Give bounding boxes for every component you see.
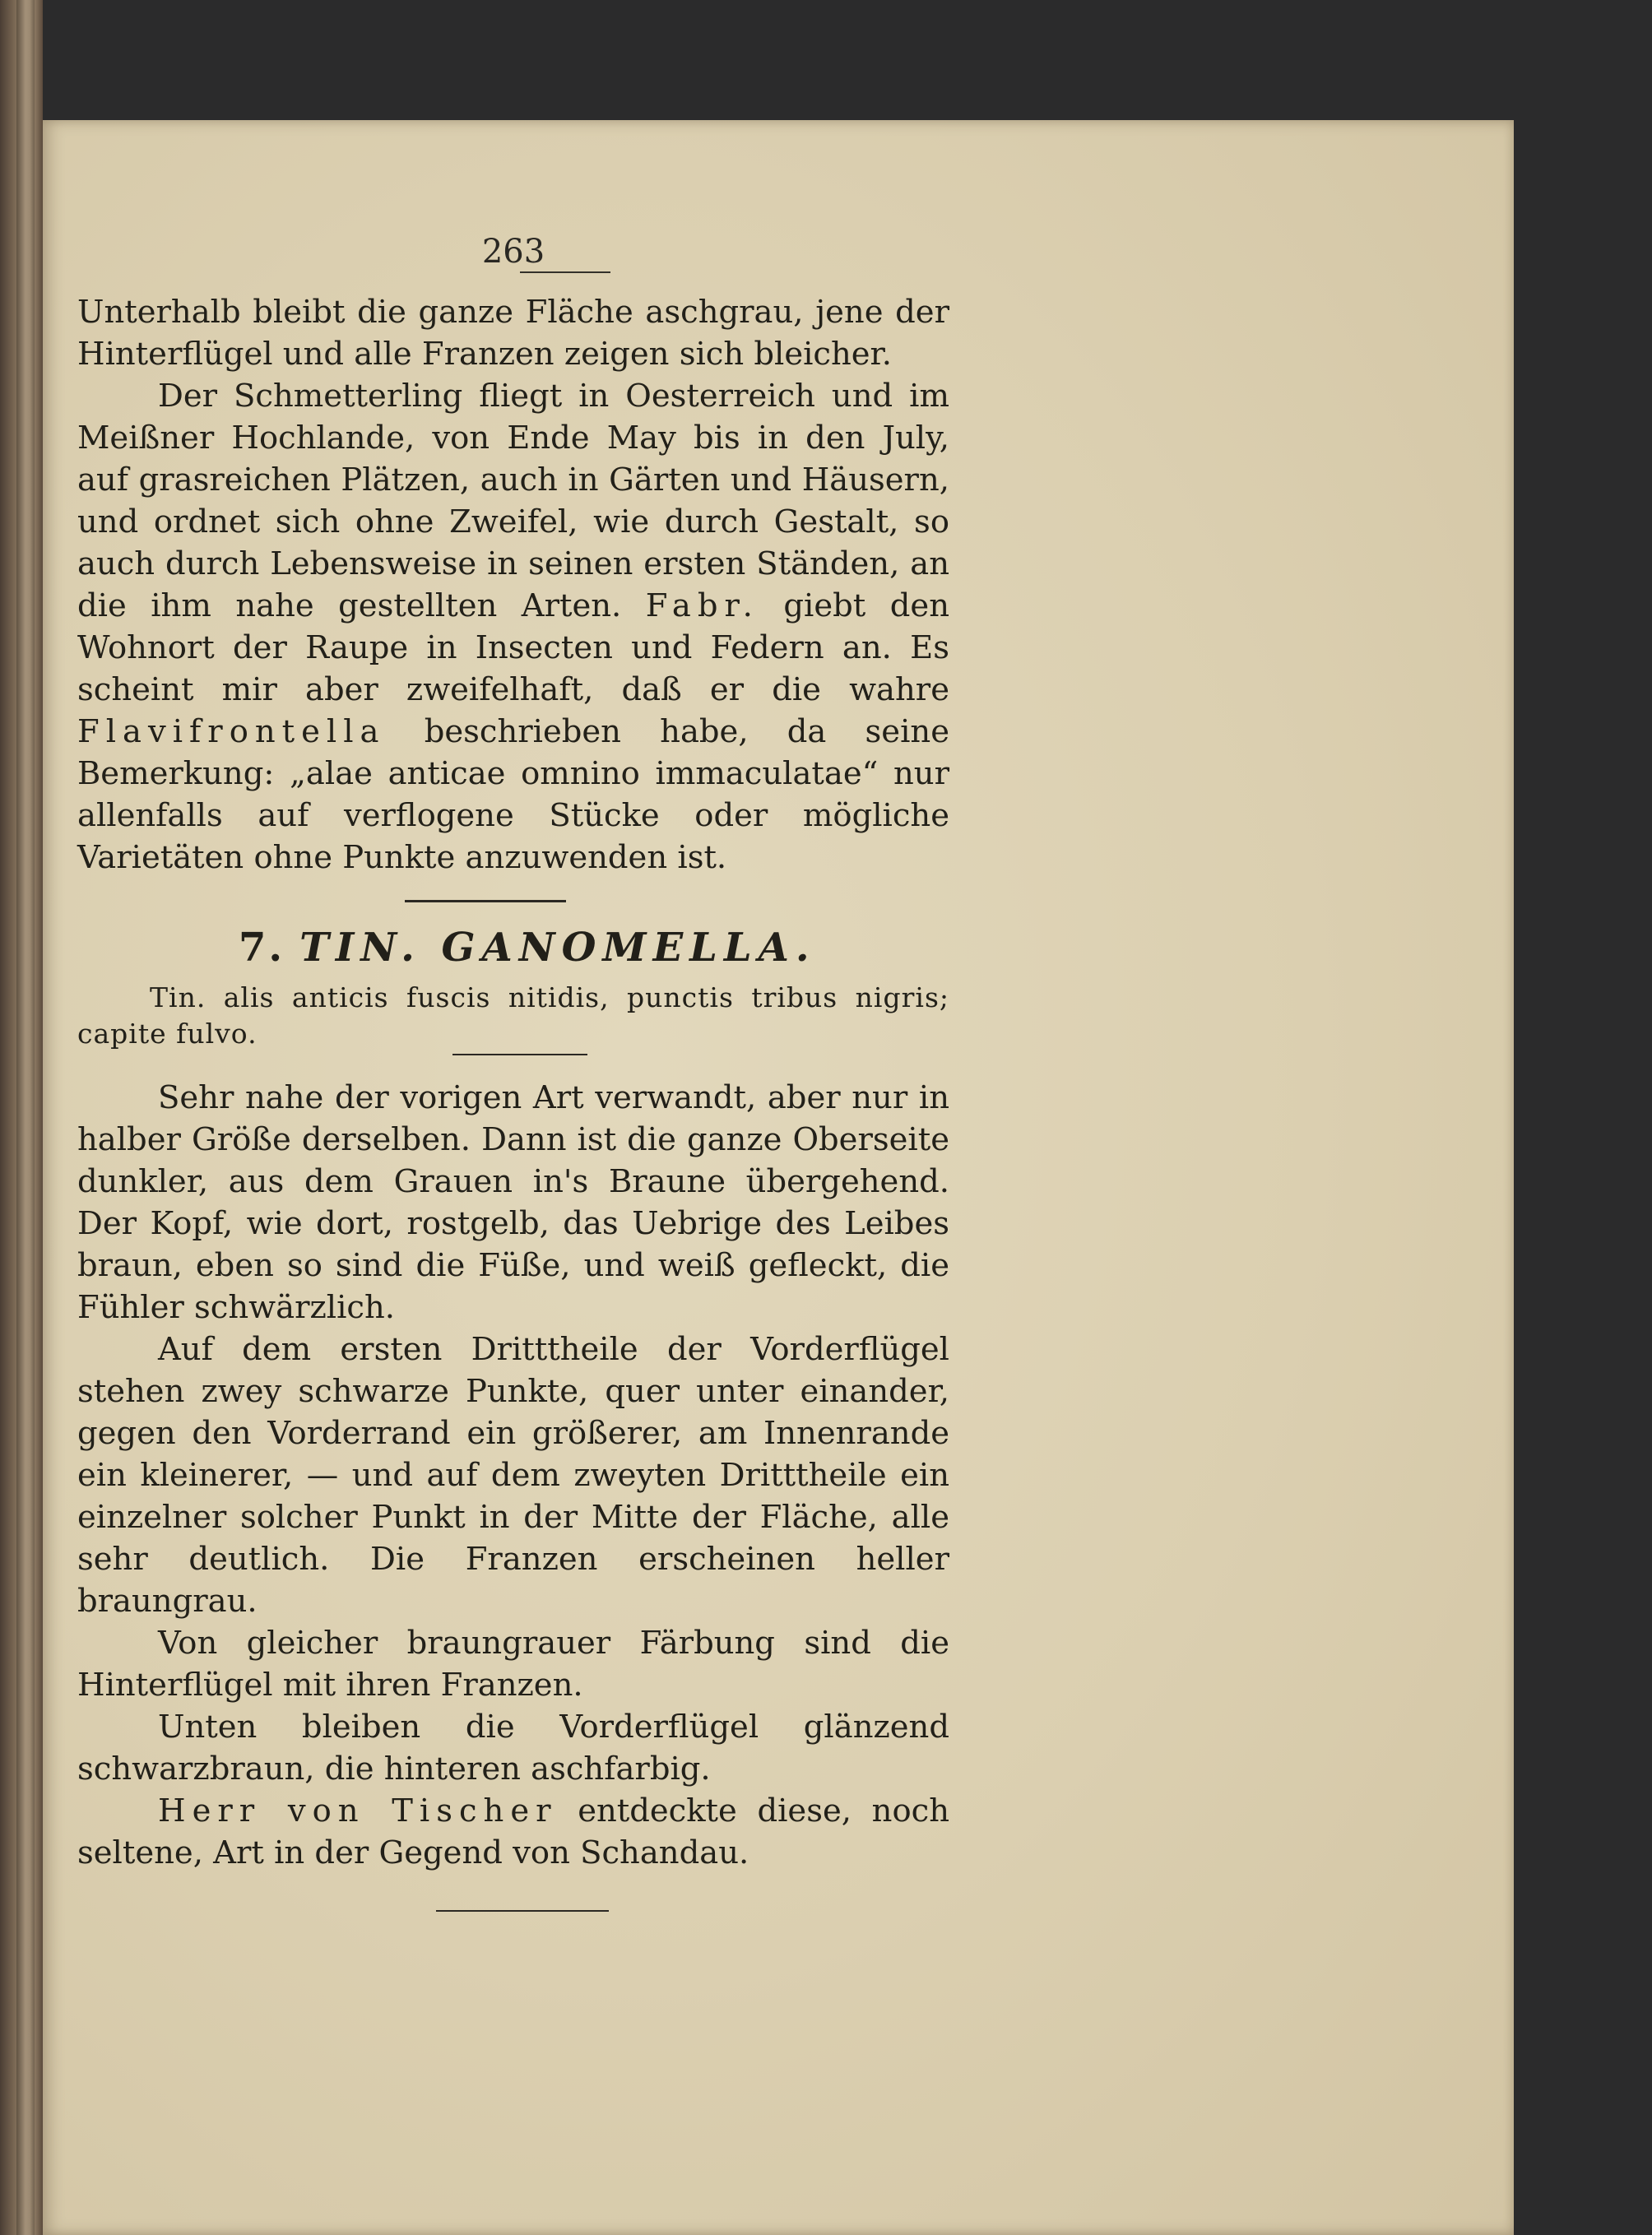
page-text-block (77, 232, 949, 1912)
page-number: 263 (481, 233, 545, 271)
species-name-flavifrontella: Flavifrontella (77, 713, 386, 750)
habitat-text-remark: beschrieben habe, da seine Bemerkung: (77, 713, 949, 792)
book-binding-edge (0, 0, 43, 2235)
paragraph-underside-colors: Unten bleiben die Vorderflügel glänzend schwarzbraun, die hinteren aschfarbig. (77, 1709, 949, 1788)
habitat-text-end: nur allenfalls auf verflogene Stücke oder mögliche Varietäten ohne Punkte anzuwenden ist. (77, 755, 949, 876)
habitat-text: Der Schmetterling fliegt in Oesterreich und im Meißner Hochlande, von Ende May bis in den July, auf grasreichen Plätzen, auch in Gärten und Häusern, und ordnet sich ohne Zweifel, wie durch Gestalt, so auch durch Lebensweise in seinen ersten Ständen, an die ihm nahe gestellten Arten. (77, 378, 949, 624)
binding-shadow (16, 0, 35, 2235)
section-divider (405, 900, 566, 902)
section-title: TIN. GANOMELLA. (299, 925, 816, 971)
paragraph-description: Sehr nahe der vorigen Art verwandt, aber nur in halber Größe derselben. Dann ist die ganze Oberseite dunkler, aus dem Grauen in's Braune übergehend. Der Kopf, wie dort, rostgelb, das Uebrige des Leibes braun, eben so sind die Füße, und weiß gefleckt, die Fühler schwärzlich. (77, 1079, 949, 1326)
book-page (43, 120, 1514, 2235)
section-heading (77, 922, 949, 973)
author-fabricius: Fabr. (645, 587, 759, 624)
paragraph-underside: Unterhalb bleibt die ganze Fläche aschgrau, jene der Hinterflügel und alle Franzen zeigen sich bleicher. (77, 294, 949, 373)
discoverer-name: Herr von Tischer (158, 1792, 558, 1829)
paragraph-discovery (77, 1790, 949, 1874)
end-divider (436, 1910, 609, 1912)
section-number: 7. (239, 925, 285, 971)
paragraph-habitat (77, 375, 949, 879)
latin-diagnosis: Tin. alis anticis fuscis nitidis, punctis tribus nigris; capite fulvo. (77, 981, 949, 1050)
discovery-text: entdeckte diese, noch seltene, Art in der Gegend von Schandau. (77, 1792, 949, 1871)
diagnosis-divider (452, 1054, 587, 1055)
habitat-text-continued: giebt den Wohnort der Raupe in Insecten und Federn an. Es scheint mir aber zweifelhaft, daß er die wahre (77, 587, 949, 708)
page-number-underline (520, 271, 610, 273)
paragraph-forewing-spots: Auf dem ersten Dritttheile der Vorderflügel stehen zwey schwarze Punkte, quer unter einander, gegen den Vorderrand ein größerer, am Innenrande ein kleinerer, — und auf dem zweyten Dritttheile ein einzelner solcher Punkt in der Mitte der Fläche, alle sehr deutlich. Die Franzen erscheinen heller braungrau. (77, 1331, 949, 1620)
paragraph-hindwings: Von gleicher braungrauer Färbung sind die Hinterflügel mit ihren Franzen. (77, 1625, 949, 1704)
latin-quote: „alae anticae omnino immaculatae“ (289, 755, 879, 792)
